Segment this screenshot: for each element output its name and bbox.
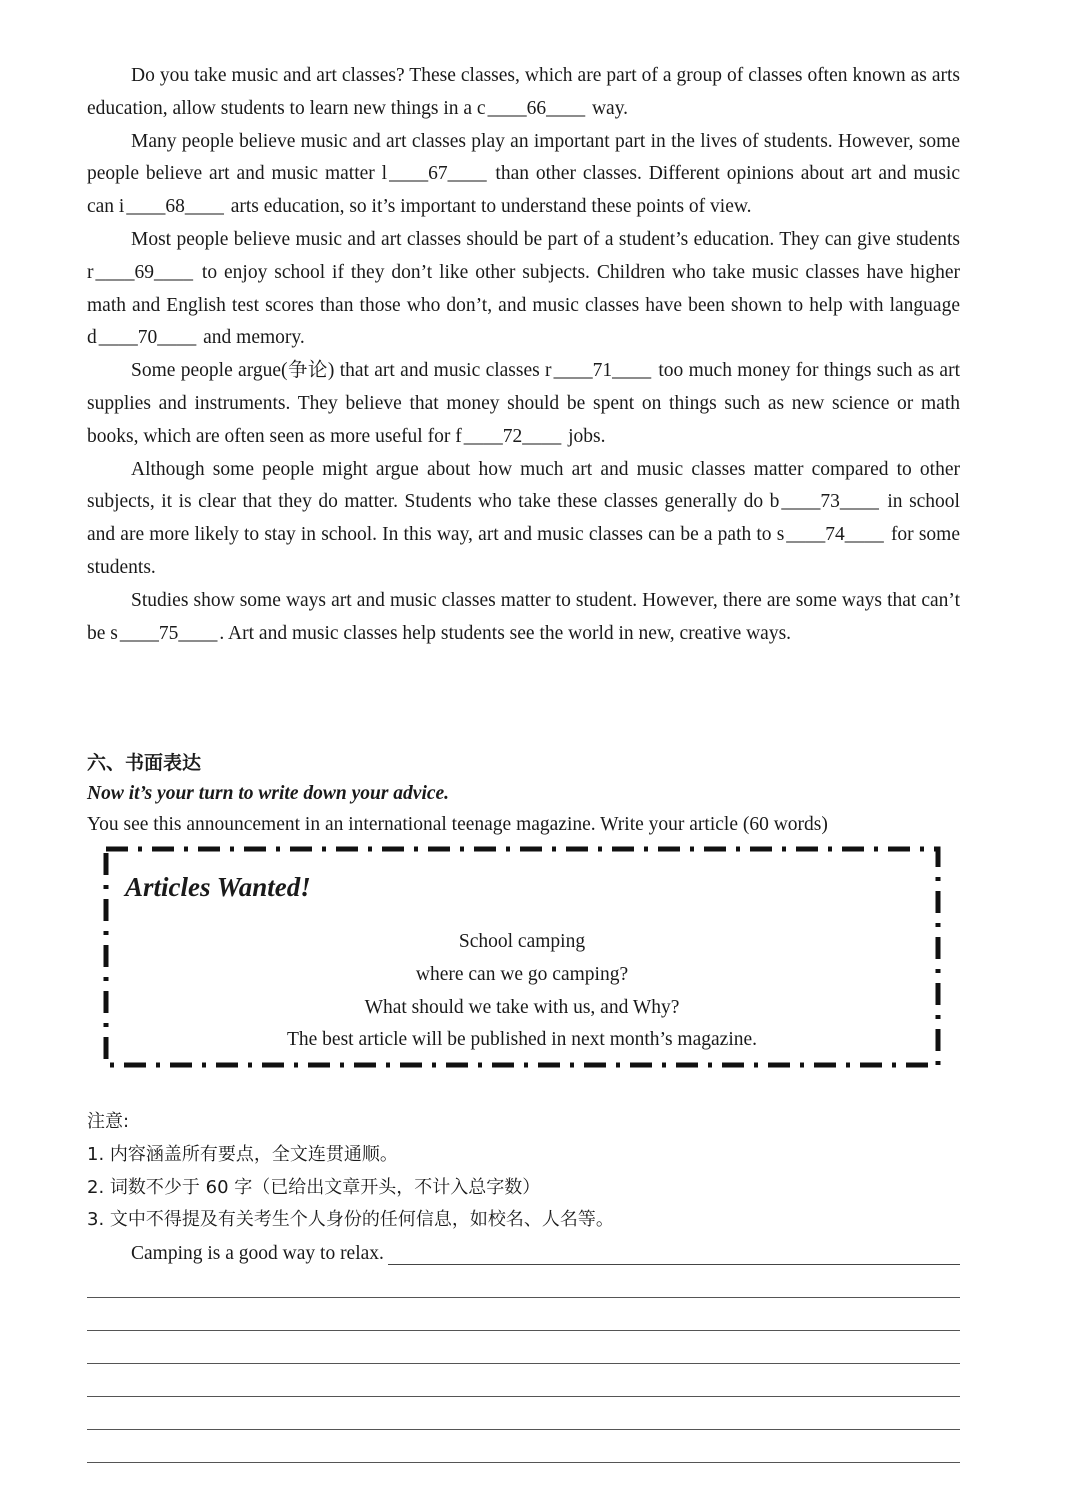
- notes-heading: 注意:: [87, 1111, 130, 1132]
- answer-blank[interactable]: ____69____: [95, 261, 193, 283]
- passage-text: Do you take music and art classes? These classes, which are part of a group of classes often known as arts education, allow students to learn new things in a c: [87, 65, 960, 119]
- cloze-passage: [87, 60, 960, 650]
- passage-text: way.: [587, 97, 629, 119]
- answer-blank[interactable]: ____74____: [786, 524, 884, 546]
- answer-blank[interactable]: ____68____: [126, 196, 224, 218]
- passage-text: arts education, so it’s important to understand these points of view.: [225, 196, 752, 218]
- notes: [87, 1106, 614, 1237]
- passage-text: jobs.: [563, 425, 606, 447]
- passage-text: . Art and music classes help students see the world in new, creative ways.: [219, 622, 792, 644]
- answer-line[interactable]: [388, 1240, 960, 1265]
- passage-text: Although some people might argue about how much art and music classes matter compared to other subjects, it is clear that they do matter. Students who take these classes generally do b: [87, 458, 960, 513]
- note-item: 1. 内容涵盖所有要点，全文连贯通顺。: [87, 1143, 398, 1165]
- announcement-line: School camping: [458, 931, 586, 952]
- writing-starter: [131, 1240, 960, 1265]
- passage-text: Some people argue(争论) that art and music classes r: [131, 360, 552, 382]
- passage-text: than other classes. Different opinions about art and music can i: [87, 163, 960, 218]
- answer-blank[interactable]: ____70____: [98, 327, 197, 349]
- answer-line[interactable]: [87, 1363, 960, 1364]
- announcement-line: What should we take with us, and Why?: [364, 996, 680, 1018]
- answer-line[interactable]: [87, 1462, 960, 1463]
- passage-text: Most people believe music and art classes should be part of a student’s education. They can give students r: [87, 228, 960, 283]
- passage-paragraph: [87, 355, 960, 453]
- announcement-line: where can we go camping?: [415, 963, 629, 985]
- answer-line[interactable]: [87, 1429, 960, 1430]
- announcement-box: [103, 846, 941, 1068]
- starter-text: Camping is a good way to relax.: [131, 1243, 384, 1264]
- answer-blank[interactable]: ____73____: [781, 491, 879, 513]
- section-title: 六、书面表达: [87, 752, 202, 774]
- writing-instruction: Now it’s your turn to write down your advice.: [87, 783, 450, 804]
- note-item: 2. 词数不少于 60 字（已给出文章开头，不计入总字数）: [87, 1176, 541, 1198]
- announcement-line: The best article will be published in next month’s magazine.: [286, 1029, 758, 1051]
- answer-blank[interactable]: ____72____: [463, 425, 562, 447]
- note-item: 3. 文中不得提及有关考生个人身份的任何信息，如校名、人名等。: [87, 1209, 614, 1231]
- passage-text: too much money for things such as art supplies and instruments. They believe that money should be spent on things such as new science or math books, which are often seen as more useful for f: [87, 360, 960, 447]
- passage-text: Many people believe music and art classes play an important part in the lives of students. However, some people believe art and music matter l: [87, 130, 960, 185]
- passage-paragraph: [87, 224, 960, 355]
- passage-text: and memory.: [198, 327, 305, 349]
- passage-paragraph: [87, 454, 960, 585]
- answer-line[interactable]: [87, 1330, 960, 1331]
- answer-blank[interactable]: ____75____: [119, 622, 218, 644]
- announcement-title: Articles Wanted!: [125, 872, 311, 902]
- passage-paragraph: [87, 585, 960, 651]
- passage-text: to enjoy school if they don’t like other subjects. Children who take music classes have higher math and English test scores than those who don’t, and music classes have been shown to help with language d: [87, 261, 960, 349]
- passage-text: Studies show some ways art and music classes matter to student. However, there are some ways that can’t be s: [87, 589, 960, 644]
- answer-blank[interactable]: ____67____: [389, 163, 487, 185]
- answer-line[interactable]: [87, 1396, 960, 1397]
- writing-intro: You see this announcement in an international teenage magazine. Write your article (60 words): [87, 814, 828, 835]
- answer-blank[interactable]: ____66____: [487, 97, 586, 119]
- passage-text: in school and are more likely to stay in school. In this way, art and music classes can be a path to s: [87, 491, 960, 546]
- passage-text: for some students.: [87, 524, 960, 578]
- passage-paragraph: [87, 60, 960, 126]
- answer-line[interactable]: [87, 1297, 960, 1298]
- passage-paragraph: [87, 126, 960, 224]
- answer-blank[interactable]: ____71____: [553, 360, 652, 382]
